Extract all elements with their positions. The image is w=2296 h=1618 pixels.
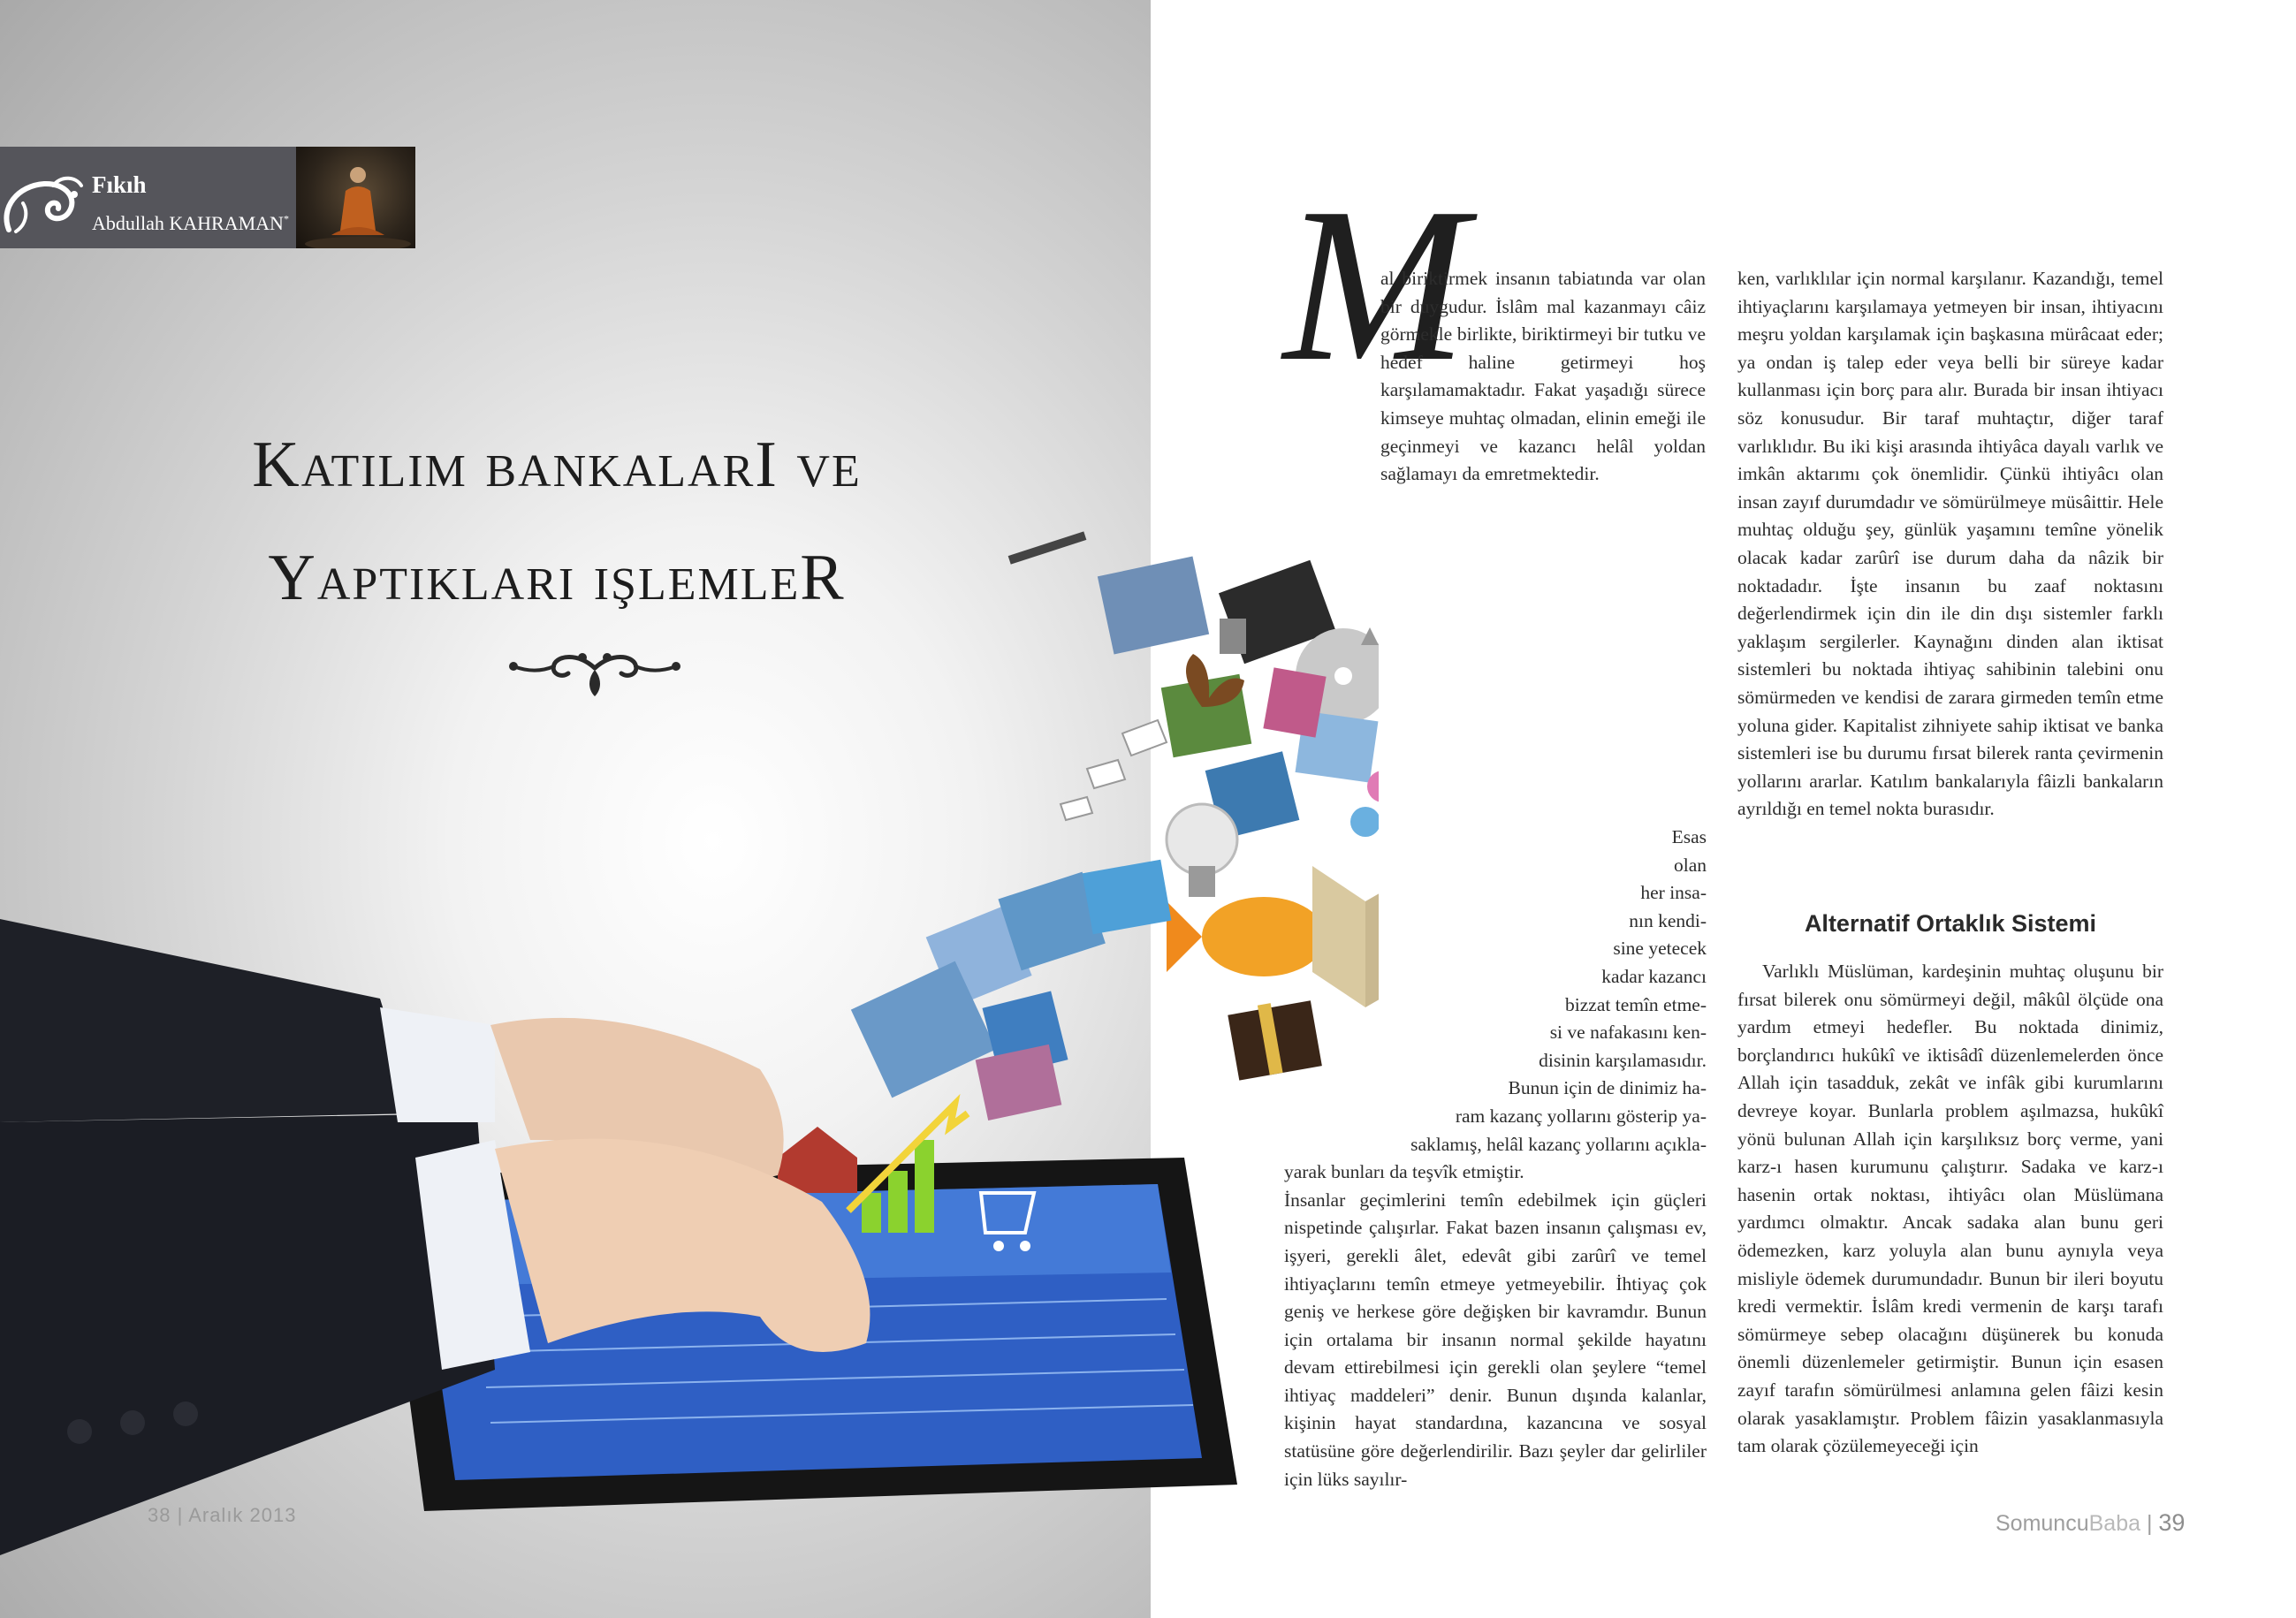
shaped-line: ram kazanç yollarını gösterip ya- — [1455, 1105, 1707, 1127]
section-category: Fıkıh — [92, 171, 147, 198]
magazine-name-part2: Baba — [2088, 1511, 2141, 1536]
body-paragraph: İnsanlar geçimlerini temîn edebilmek için güçleri nispetinde çalışırlar. Fakat bazen insanın çalışması ev, işyeri, gerekli âlet, edevât gibi zarûrî ve temel ihtiyaçlarını temîn etmeye yetmeyebilir. İhtiyaç çok geniş ve herkese göre değişken bir kavramdır. Bunun için ortalama bir insanın normal şekilde hayatını devam ettirebilmesi için gerekli olan şeylere “temel ihtiyaç maddeleri” denir. Bunun dışında kalanlar, kişinin hayat standardına, kazancına ve sosyal statüsüne göre değerlendirilir. Bazı şeyler dar gelirliler için lüks sayılır- — [1284, 1189, 1707, 1490]
shaped-line: bizzat temîn etme- — [1565, 993, 1707, 1015]
intro-paragraph: al biriktirmek insanın tabiatında var olan bir duygudur. İslâm mal kazanmayı câiz görmekle birlikte, biriktirmeyi bir tutku ve hedef haline getirmeyi hoş karşılamamaktadır. Fakat yaşadığı sürece kimseye muhtaç olmadan, elinin emeği ile geçinmeyi ve kazancı helâl yoldan sağlamayı da emretmektedir. — [1380, 268, 1706, 485]
shaped-line: nın kendi- — [1629, 909, 1707, 931]
body-paragraph: Varlıklı Müslüman, kardeşinin muhtaç oluşunu bir fırsat bilerek onu sömürmeyi değil, mâkûl ölçüde ona yardım etmeyi hedefler. Bu noktada dinimiz, borçlandırıcı hukûkî ve iktisâdî düzenlemelerden önce Allah için tasadduk, zekât ve infâk gibi kurumlarını devreye koyar. Bunlarla problem aşılmazsa, hukûkî yönü bulunan Allah için karşılıksız borç verme, yani karz-ı hasen kurumunu çalıştırır. Sadaka ve karz-ı hasenin ortak noktası, ihtiyâcı olan Müslümana yardımcı olmaktır. Ancak sadaka alan bunu geri ödemezken, karz yoluyla alan bunu aynıyla veya misliyle ödemek durumundadır. Bunun bir ileri boyutu kredi vermektir. İslâm kredi vermenin de karşı tarafı sömürmeye sebep olacağını düşünerek bu konuda önemli düzenlemeler getirmiştir. Bunun için esasen zayıf tarafın sömürülmesi anlamına gelen fâizi kesin olarak yasaklamıştır. Problem fâizin yasaklanmasıyla tam olarak çözülemeyeceği için — [1737, 961, 2163, 1457]
title-line-2: Yaptıkları işlemleR — [268, 542, 846, 614]
shaped-line: Bunun için de dinimiz ha- — [1508, 1077, 1707, 1099]
shaped-line: saklamış, helâl kazanç yollarını açıkla- — [1410, 1133, 1707, 1155]
column-2-body — [1737, 265, 2163, 824]
seated-figure-icon — [296, 147, 415, 248]
shaped-paragraph — [1284, 824, 1707, 1187]
shaped-line: disinin karşılamasıdır. — [1539, 1049, 1707, 1071]
magazine-name-part1: Somuncu — [1996, 1511, 2089, 1536]
swirl-ornament-icon — [0, 159, 85, 239]
column-2-section — [1737, 958, 2163, 1461]
shaped-line: Esas — [1671, 826, 1707, 847]
page-number: 39 — [2158, 1509, 2186, 1536]
shaped-line: olan — [1673, 854, 1707, 876]
shaped-line: her insa- — [1640, 882, 1707, 904]
section-tab — [0, 147, 296, 248]
shaped-line: kadar kazancı — [1601, 965, 1707, 987]
shaped-line: si ve nafakasını ken- — [1549, 1022, 1707, 1044]
body-paragraph: ken, varlıklılar için normal karşılanır. Kazandığı, temel ihtiyaçlarını karşılamaya yetmeyen bir insan, ihtiyacını meşru yoldan karşılamak için başkasına mürâcaat eder; ya ondan iş talep eder veya belli bir süreye kadar kullanması için borç para alır. Burada bir insan ihtiyacı söz konusudur. Bir taraf muhtaçtır, diğer taraf varlıklıdır. Bu iki kişi arasında ihtiyâca dayalı varlık ve imkân aktarımı çok önemlidir. Çünkü ihtiyâcı olan insan zayıf durumdadır ve sömürülmeye müsâittir. Hele muhtaç olduğu şey, günlük yaşamını temîne yönelik olacak kadar zarûrî ise durum daha da nâzik bir noktadadır. İşte insanın bu zaaf noktasını değerlendirmek için din ile din dışı sistemler farklı yaklaşım sergilerler. Kaynağını dinden alan iktisat sistemleri bu noktada ihtiyaç sahibinin talebini onu sömürmeden ve kendisi de zarara girmeden temîn etme yoluna gider. Kapitalist zihniyete sahip iktisat ve banka sistemleri ise bu durumu fırsat bilerek ranta çevirmenin yollarını ararlar. Katılım bankalarıyla fâizli bankaların ayrıldığı en temel nokta burasıdır. — [1737, 268, 2163, 820]
shaped-line: sine yetecek — [1613, 938, 1707, 960]
column-1-intro — [1292, 265, 1706, 489]
shaped-line: yarak bunları da teşvîk etmiştir. — [1284, 1161, 1524, 1183]
author-photo — [296, 147, 415, 248]
right-page-footer — [1996, 1509, 2185, 1537]
title-line-1: Katılım bankalarI ve — [252, 429, 862, 501]
drop-cap: M — [1283, 163, 1468, 407]
column-1-body — [1284, 824, 1707, 1493]
left-page-footer: 38 | Aralık 2013 — [148, 1504, 297, 1526]
author-name: Abdullah KAHRAMAN* — [92, 212, 289, 234]
footer-separator: | — [2140, 1511, 2159, 1536]
tablet-illustration — [0, 504, 1379, 1555]
section-heading: Alternatif Ortaklık Sistemi — [1804, 910, 2097, 937]
